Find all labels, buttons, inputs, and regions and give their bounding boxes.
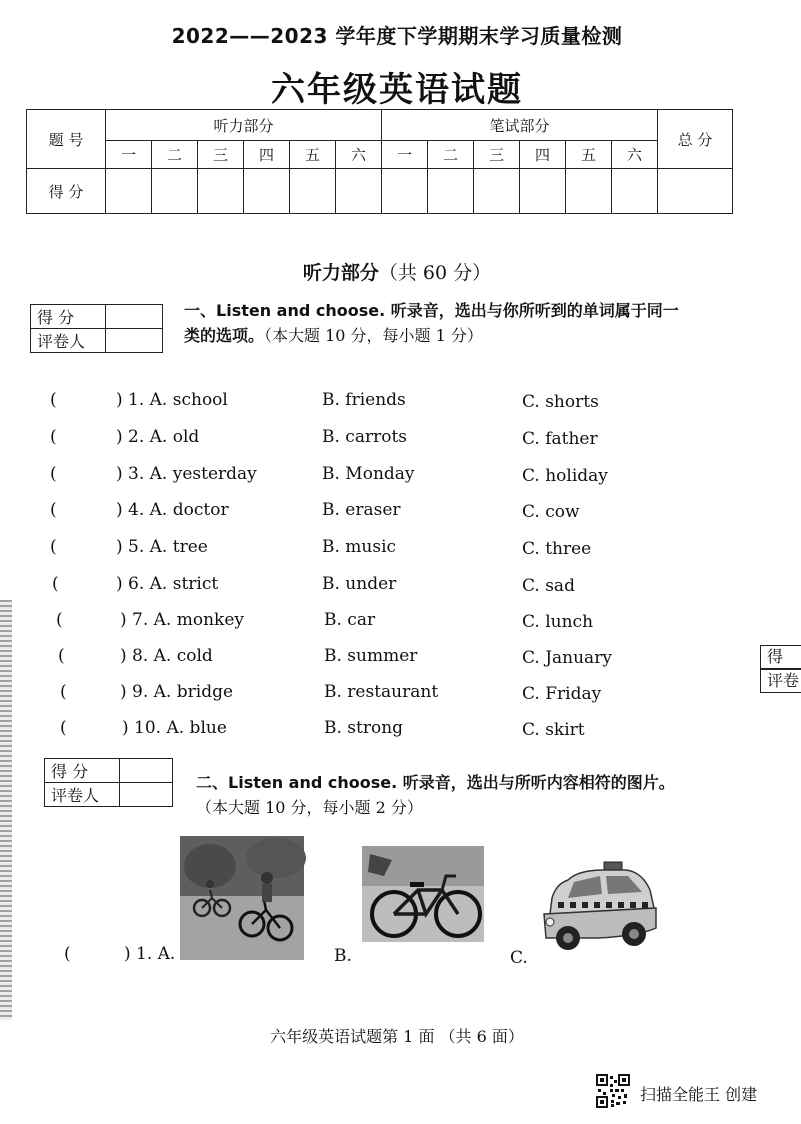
grader-score-label: 得 分 <box>31 305 106 329</box>
part2-heading-en: Listen and choose. <box>228 773 398 792</box>
score-table <box>26 109 733 214</box>
listening-col-5: 五 <box>290 141 336 169</box>
grader-score-label: 得 分 <box>45 759 120 783</box>
part2-heading-cn: 听录音，选出与所听内容相符的图片。 <box>397 773 675 792</box>
question-option-b: B. under <box>322 574 397 594</box>
grader-name-label: 评卷人 <box>31 329 106 353</box>
score-cell[interactable] <box>566 169 612 214</box>
writing-col-5: 五 <box>566 141 612 169</box>
question-option-c: C. father <box>522 429 598 449</box>
question-option-c: C. January <box>522 648 612 668</box>
question-option-a: ) 1. A. school <box>116 390 228 410</box>
writing-col-1: 一 <box>382 141 428 169</box>
question-option-a: ) 9. A. bridge <box>120 682 234 702</box>
answer-blank[interactable]: ( <box>60 682 67 702</box>
score-cell[interactable] <box>198 169 244 214</box>
listening-section-title: 听力部分 <box>302 262 379 284</box>
question-option-b: B. friends <box>322 390 406 410</box>
scan-edge-artifact <box>0 600 12 1020</box>
writing-part-header: 笔试部分 <box>382 110 658 141</box>
grader-name-cell[interactable] <box>120 783 173 807</box>
question-option-c: C. Friday <box>522 684 602 704</box>
listening-col-2: 二 <box>152 141 198 169</box>
question-row <box>0 646 794 670</box>
listening-col-3: 三 <box>198 141 244 169</box>
grader-score-cell[interactable] <box>106 305 163 329</box>
question-option-b: B. music <box>322 537 397 557</box>
answer-blank[interactable]: ( <box>50 537 57 557</box>
listening-col-1: 一 <box>106 141 152 169</box>
question-option-c: C. cow <box>522 502 580 522</box>
question-number-label: 题 号 <box>27 110 106 169</box>
question-row <box>0 500 794 524</box>
answer-blank[interactable]: ( <box>50 427 57 447</box>
writing-col-2: 二 <box>428 141 474 169</box>
question-option-b: B. strong <box>324 718 404 738</box>
score-cell[interactable] <box>336 169 382 214</box>
question-option-a: ) 6. A. strict <box>116 574 219 594</box>
option-c-image-taxi[interactable] <box>538 858 660 958</box>
taxi-picture <box>538 858 660 958</box>
listening-section-points: （共 60 分） <box>378 262 492 284</box>
answer-blank[interactable]: ( <box>50 500 57 520</box>
question-option-b: B. eraser <box>322 500 401 520</box>
writing-col-4: 四 <box>520 141 566 169</box>
score-cell[interactable] <box>152 169 198 214</box>
question-option-c: C. shorts <box>522 392 599 412</box>
part1-note: （本大题 10 分，每小题 1 分） <box>264 326 483 345</box>
score-cell[interactable] <box>474 169 520 214</box>
question-option-a: ) 4. A. doctor <box>116 500 229 520</box>
question-option-a: ) 3. A. yesterday <box>116 464 257 484</box>
question-row <box>0 610 794 634</box>
qr-code-icon <box>596 1074 630 1108</box>
option-b-image-bicycle[interactable] <box>362 846 484 942</box>
total-score-cell[interactable] <box>658 169 733 214</box>
exam-main-title: 六年级英语试题 <box>271 70 523 110</box>
side-grader-score: 得 <box>760 645 801 669</box>
question-option-c: C. lunch <box>522 612 594 632</box>
score-cell[interactable] <box>520 169 566 214</box>
bicycle-picture <box>362 846 484 942</box>
option-b-label: B. <box>334 946 352 966</box>
score-cell[interactable] <box>428 169 474 214</box>
part1-heading-en: Listen and choose. <box>216 301 386 320</box>
grader-box-part1 <box>30 304 163 353</box>
answer-blank[interactable]: ( <box>50 390 57 410</box>
question-row <box>0 464 794 488</box>
question-row <box>0 718 794 742</box>
question-row <box>0 427 794 451</box>
score-cell[interactable] <box>244 169 290 214</box>
score-cell[interactable] <box>612 169 658 214</box>
question-option-a: ) 7. A. monkey <box>120 610 245 630</box>
question-option-b: B. car <box>324 610 376 630</box>
score-row-label: 得 分 <box>27 169 106 214</box>
part1-heading-cn2: 类的选项。 <box>184 326 265 345</box>
answer-blank[interactable]: ( <box>60 718 67 738</box>
writing-col-6: 六 <box>612 141 658 169</box>
question-option-c: C. skirt <box>522 720 585 740</box>
score-cell[interactable] <box>106 169 152 214</box>
question-option-a: ) 10. A. blue <box>122 718 227 738</box>
part1-instructions <box>184 298 744 348</box>
grader-name-cell[interactable] <box>106 329 163 353</box>
part2-instructions <box>196 770 756 820</box>
question-option-b: B. carrots <box>322 427 407 447</box>
question-row <box>0 682 794 706</box>
question-option-a: ) 8. A. cold <box>120 646 213 666</box>
listening-col-4: 四 <box>244 141 290 169</box>
answer-blank[interactable]: ( <box>52 574 59 594</box>
answer-blank[interactable]: ( <box>50 464 57 484</box>
grader-box-part2 <box>44 758 173 807</box>
children-cycling-picture <box>180 836 304 960</box>
question-option-c: C. holiday <box>522 466 608 486</box>
question-option-b: B. summer <box>324 646 418 666</box>
question-option-c: C. sad <box>522 576 575 596</box>
scanner-watermark-text: 扫描全能王 创建 <box>640 1085 758 1104</box>
part2-number: 二、 <box>196 773 229 792</box>
listening-section-heading <box>0 258 794 285</box>
grader-score-cell[interactable] <box>120 759 173 783</box>
side-grader-name: 评卷 <box>760 669 801 693</box>
writing-col-3: 三 <box>474 141 520 169</box>
option-c-label: C. <box>510 948 528 968</box>
grader-name-label: 评卷人 <box>45 783 120 807</box>
page-footer: 六年级英语试题第 1 面 （共 6 面） <box>270 1027 524 1046</box>
score-cell[interactable] <box>382 169 428 214</box>
listening-part-header: 听力部分 <box>106 110 382 141</box>
part1-number: 一、 <box>184 301 217 320</box>
exam-year-title: 2022——2023 学年度下学期期末学习质量检测 <box>171 24 623 48</box>
part2-q1-paren: ( <box>64 944 71 964</box>
question-option-b: B. Monday <box>322 464 415 484</box>
question-row <box>0 390 794 414</box>
part1-heading-cn: 听录音，选出与你所听到的单词属于同一 <box>385 301 679 320</box>
total-score-label: 总 分 <box>658 110 733 169</box>
score-cell[interactable] <box>290 169 336 214</box>
question-option-a: ) 5. A. tree <box>116 537 208 557</box>
question-option-b: B. restaurant <box>324 682 439 702</box>
answer-blank[interactable]: ( <box>58 646 65 666</box>
listening-col-6: 六 <box>336 141 382 169</box>
question-option-c: C. three <box>522 539 592 559</box>
question-option-a: ) 2. A. old <box>116 427 200 447</box>
question-row <box>0 574 794 598</box>
question-row <box>0 537 794 561</box>
answer-blank[interactable]: ( <box>56 610 63 630</box>
option-a-image-children-cycling[interactable] <box>180 836 304 960</box>
part2-note: （本大题 10 分，每小题 2 分） <box>196 798 423 817</box>
part2-q1-label: ) 1. A. <box>124 944 176 964</box>
